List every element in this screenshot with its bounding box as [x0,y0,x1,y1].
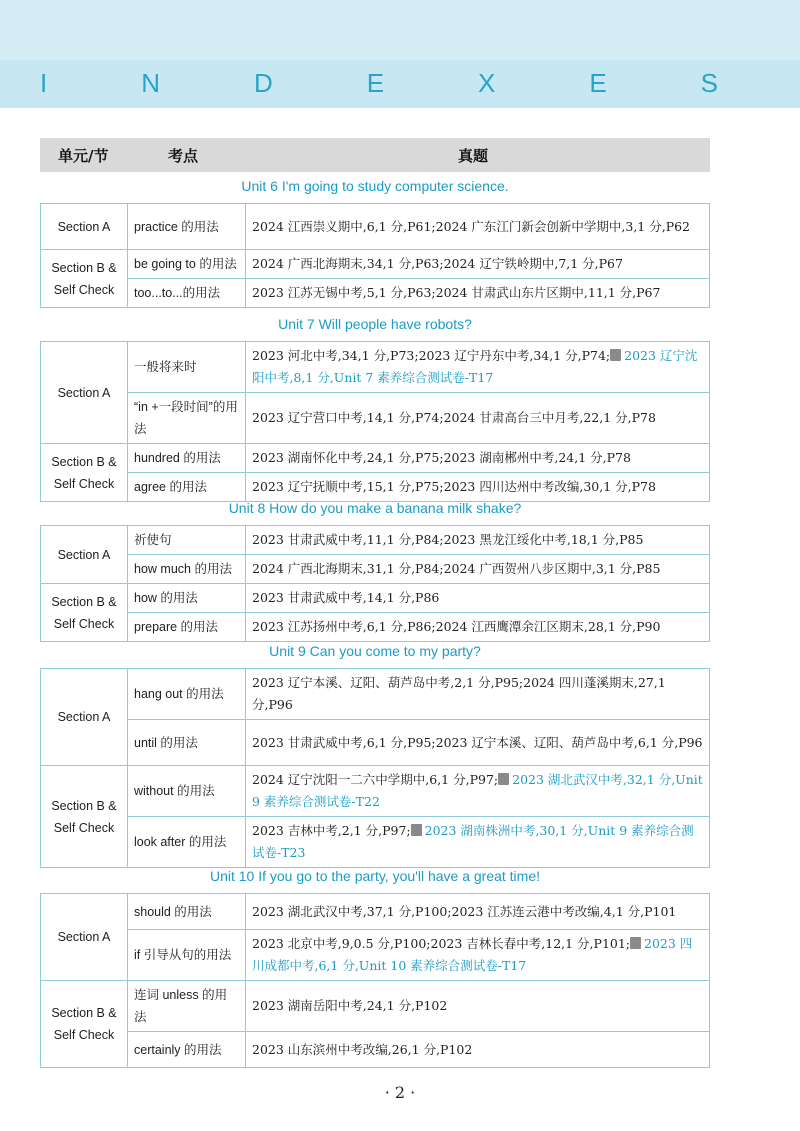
header-key-point: 考点 [168,146,199,165]
source-cell [246,444,710,473]
source-text: 2023 辽宁本溪、辽阳、葫芦岛中考,2,1 分,P95;2024 四川蓬溪期末,27,1 分,P96 [252,675,666,712]
banner-letter: S [700,68,720,98]
source-cell [246,250,710,279]
source-text: 2023 江苏扬州中考,6,1 分,P86;2024 江西鹰潭余江区期末,28,1 分,P90 [252,619,661,634]
source-cell [246,526,710,555]
source-text: 2023 甘肃武威中考,6,1 分,P95;2023 辽宁本溪、辽阳、葫芦岛中考,6,1 分,P96 [252,734,703,750]
table-row [41,342,710,393]
section-cell: Section B & Self Check [41,981,128,1068]
source-text: 2023 吉林中考,2,1 分,P97; [252,823,411,838]
source-text: 2023 湖南怀化中考,24,1 分,P75;2023 湖南郴州中考,24,1 分,P78 [252,450,631,465]
source-cell [246,930,710,981]
banner-letter: E [366,68,387,98]
source-text: 2023 河北中考,34,1 分,P73;2023 辽宁丹东中考,34,1 分,P74; [252,348,611,363]
unit-title: Unit 9 Can you come to my party? [269,643,481,659]
table-row [41,981,710,1032]
table-row [41,766,710,817]
section-cell: Section A [41,894,128,981]
unit-table [40,893,710,1068]
source-text: 2023 山东滨州中考改编,26,1 分,P102 [252,1041,473,1057]
table-row [41,555,710,584]
key-point-cell: if 引导从句的用法 [128,930,246,981]
banner-letter: E [589,68,609,98]
source-text: 2023 辽宁抚顺中考,15,1 分,P75;2023 四川达州中考改编,30,1 分,P78 [252,479,656,494]
banner-letter: D [253,68,275,98]
source-text: 2024 江西崇义期中,6,1 分,P61;2024 广东江门新会创新中学期中,3,1 分,P62 [252,218,691,234]
key-point-cell: how 的用法 [128,584,246,613]
section-cell: Section B & Self Check [41,444,128,502]
banner-letter: I [40,68,50,98]
source-text: 2024 辽宁沈阳一二六中学期中,6,1 分,P97; [252,772,499,787]
table-row [41,584,710,613]
key-point-cell: 连词 unless 的用法 [128,981,246,1032]
key-point-cell: until 的用法 [128,720,246,766]
source-cell [246,613,710,642]
section-cell: Section B & Self Check [41,766,128,868]
key-point-cell: without 的用法 [128,766,246,817]
document-icon [498,773,509,785]
section-cell: Section A [41,204,128,250]
header-exam-questions: 真题 [458,146,489,165]
key-point-cell: hang out 的用法 [128,669,246,720]
key-point-cell: 一般将来时 [128,342,246,393]
source-cell [246,204,710,250]
source-text: 2024 广西北海期末,34,1 分,P63;2024 辽宁铁岭期中,7,1 分,P67 [252,256,623,271]
source-cell [246,473,710,502]
key-point-cell: should 的用法 [128,894,246,930]
table-row [41,526,710,555]
source-cell [246,342,710,393]
source-cell [246,555,710,584]
key-point-cell: “in +一段时间”的用法 [128,393,246,444]
source-text: 2023 湖北武汉中考,37,1 分,P100;2023 江苏连云港中考改编,4,1 分,P101 [252,903,677,919]
source-text: 2023 辽宁营口中考,14,1 分,P74;2024 甘肃高台三中月考,22,1 分,P78 [252,410,656,425]
source-cell [246,894,710,930]
table-row [41,279,710,308]
key-point-cell: agree 的用法 [128,473,246,502]
source-cell [246,584,710,613]
section-cell: Section A [41,526,128,584]
key-point-cell: practice 的用法 [128,204,246,250]
source-cell [246,720,710,766]
highlighted-source-text: 2023 湖南株洲中考,30,1 分,Unit 9 素养综合测试卷-T23 [252,823,694,860]
table-row [41,817,710,868]
unit-title: Unit 10 If you go to the party, you'll have a great time! [209,868,541,884]
table-row [41,930,710,981]
source-cell [246,669,710,720]
section-cell: Section B & Self Check [41,584,128,642]
table-row [41,444,710,473]
source-text: 2023 甘肃武威中考,14,1 分,P86 [252,590,440,605]
source-cell [246,1032,710,1068]
table-row [41,204,710,250]
page-number: · 2 · [384,1083,416,1102]
indexes-letters [40,68,720,99]
key-point-cell: prepare 的用法 [128,613,246,642]
unit-table [40,525,710,642]
key-point-cell: certainly 的用法 [128,1032,246,1068]
key-point-cell: be going to 的用法 [128,250,246,279]
unit-title: Unit 6 I'm going to study computer science. [241,178,509,194]
source-cell [246,279,710,308]
source-cell [246,393,710,444]
section-cell: Section A [41,342,128,444]
table-row [41,1032,710,1068]
table-row [41,894,710,930]
source-cell [246,766,710,817]
source-text: 2023 甘肃武威中考,11,1 分,P84;2023 黑龙江绥化中考,18,1 分,P85 [252,532,644,547]
table-header [40,138,710,172]
unit-table [40,668,710,868]
highlighted-source-text: 2023 辽宁沈阳中考,8,1 分,Unit 7 素养综合测试卷-T17 [252,348,698,385]
unit-title: Unit 7 Will people have robots? [278,316,472,332]
table-row [41,720,710,766]
source-text: 2023 北京中考,9,0.5 分,P100;2023 吉林长春中考,12,1 分,P101; [252,936,631,951]
highlighted-source-text: 2023 湖北武汉中考,32,1 分,Unit 9 素养综合测试卷-T22 [252,772,703,809]
source-text: 2024 广西北海期末,31,1 分,P84;2024 广西贺州八步区期中,3,1 分,P85 [252,561,661,576]
source-cell [246,817,710,868]
section-cell: Section A [41,669,128,766]
table-row [41,250,710,279]
table-row [41,613,710,642]
key-point-cell: 祈使句 [128,526,246,555]
source-text: 2023 湖南岳阳中考,24,1 分,P102 [252,998,448,1013]
source-cell [246,981,710,1032]
unit-title: Unit 8 How do you make a banana milk shake? [228,500,522,516]
table-row [41,393,710,444]
key-point-cell: how much 的用法 [128,555,246,584]
document-icon [411,824,422,836]
table-row [41,473,710,502]
document-icon [610,349,621,361]
banner-letter: X [478,68,498,98]
source-text: 2023 江苏无锡中考,5,1 分,P63;2024 甘肃武山东片区期中,11,1 分,P67 [252,285,661,300]
key-point-cell: too...to...的用法 [128,279,246,308]
unit-table [40,341,710,502]
key-point-cell: look after 的用法 [128,817,246,868]
section-cell: Section B & Self Check [41,250,128,308]
banner-letter: N [141,68,162,98]
highlighted-source-text: 2023 四川成都中考,6,1 分,Unit 10 素养综合测试卷-T17 [252,936,693,973]
document-icon [630,937,641,949]
table-row [41,669,710,720]
key-point-cell: hundred 的用法 [128,444,246,473]
header-unit-section: 单元/节 [58,146,109,165]
unit-table [40,203,710,308]
